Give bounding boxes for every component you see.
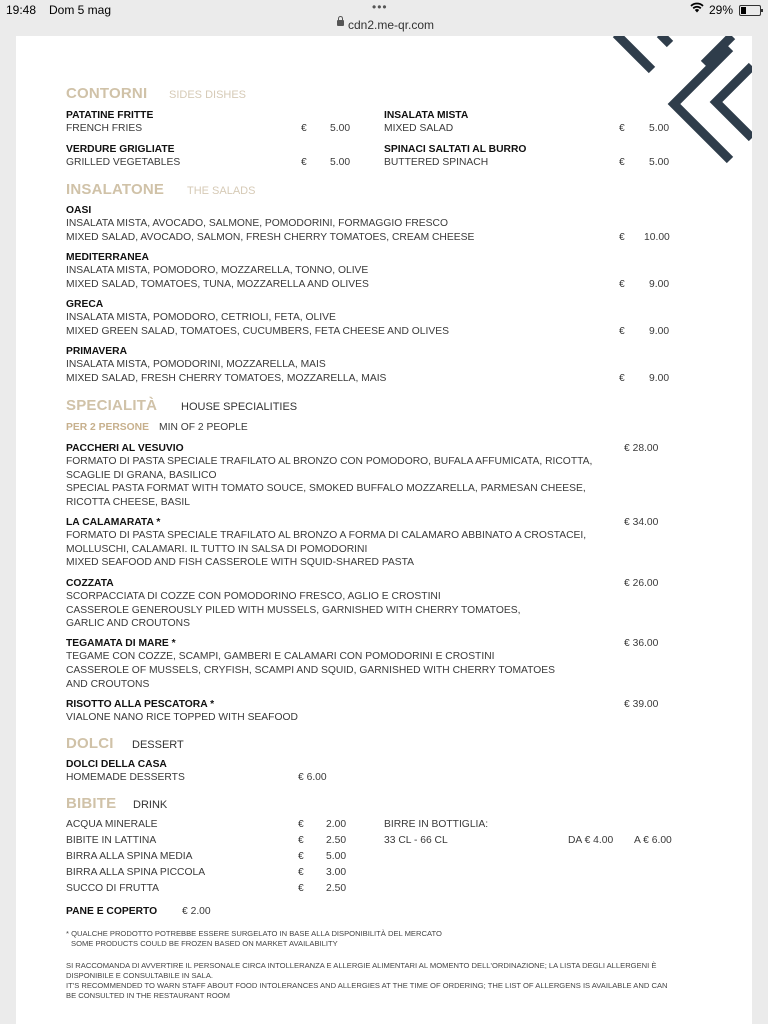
item-name: INSALATA MISTA (384, 110, 469, 121)
item-translation: CASSEROLE OF MUSSELS, CRYFISH, SCAMPI AND SQUID, GARNISHED WITH CHERRY TOMATOES (66, 665, 556, 676)
logo-decoration (612, 36, 752, 166)
drink-currency: € (298, 851, 304, 862)
wifi-icon (690, 2, 704, 16)
item-translation: MIXED SALAD, TOMATOES, TUNA, MOZZARELLA AND OLIVES (66, 279, 369, 290)
item-description: TEGAME CON COZZE, SCAMPI, GAMBERI E CALAMARI CON POMODORINI E CROSTINI (66, 651, 495, 662)
item-translation: FRENCH FRIES (66, 123, 143, 134)
bottled-beer-price-from: DA € 4.00 (568, 835, 614, 846)
item-price: € 36.00 (624, 638, 659, 649)
lock-icon (337, 20, 344, 26)
status-time: 19:48 (6, 3, 37, 17)
item-name: OASI (66, 205, 92, 216)
item-currency: € (619, 326, 625, 337)
drink-name: ACQUA MINERALE (66, 819, 158, 830)
item-translation: BUTTERED SPINACH (384, 157, 489, 168)
item-price: 5.00 (330, 123, 351, 134)
item-name: PACCHERI AL VESUVIO (66, 443, 184, 454)
item-translation: GARLIC AND CROUTONS (66, 618, 190, 629)
item-currency: € (619, 123, 625, 134)
drink-price: 2.50 (326, 835, 347, 846)
url-text[interactable]: cdn2.me-qr.com (348, 18, 435, 32)
section-title-contorni: CONTORNI (66, 85, 148, 102)
item-description: INSALATA MISTA, AVOCADO, SALMONE, POMODORINI, FORMAGGIO FRESCO (66, 218, 448, 229)
item-description: MOLLUSCHI, CALAMARI. IL TUTTO IN SALSA DI POMODORINI (66, 544, 368, 555)
footnote: SOME PRODUCTS COULD BE FROZEN BASED ON MARKET AVAILABILITY (71, 939, 338, 948)
section-title-insalatone: INSALATONE (66, 181, 165, 198)
item-price: € 39.00 (624, 699, 659, 710)
battery-percent: 29% (709, 3, 734, 17)
item-translation: MIXED SALAD (384, 123, 454, 134)
drink-price: 2.50 (326, 883, 347, 894)
item-currency: € (619, 157, 625, 168)
item-currency: € (301, 123, 307, 134)
item-description: INSALATA MISTA, POMODORO, MOZZARELLA, TONNO, OLIVE (66, 265, 369, 276)
item-price: 5.00 (330, 157, 351, 168)
drink-name: SUCCO DI FRUTTA (66, 883, 160, 894)
item-price: € 34.00 (624, 517, 659, 528)
item-name: COZZATA (66, 578, 114, 589)
multitasking-dots[interactable]: ••• (372, 0, 388, 14)
menu-page (16, 36, 752, 1024)
bottled-beer-price-to: A € 6.00 (634, 835, 672, 846)
item-translation: MIXED GREEN SALAD, TOMATOES, CUCUMBERS, FETA CHEESE AND OLIVES (66, 326, 449, 337)
item-description: SCORPACCIATA DI COZZE CON POMODORINO FRESCO, AGLIO E CROSTINI (66, 591, 441, 602)
item-description: SCAGLIE DI GRANA, BASILICO (66, 470, 217, 481)
bread-cover-label: PANE E COPERTO (66, 906, 158, 917)
section-title-dolci: DOLCI (66, 735, 114, 752)
drink-name: BIBITE IN LATTINA (66, 835, 157, 846)
item-price: € 28.00 (624, 443, 659, 454)
drink-currency: € (298, 883, 304, 894)
item-currency: € (301, 157, 307, 168)
item-name: RISOTTO ALLA PESCATORA * (66, 699, 215, 710)
item-translation: SPECIAL PASTA FORMAT WITH TOMATO SOUCE, SMOKED BUFFALO MOZZARELLA, PARMESAN CHEESE, (66, 483, 586, 494)
item-name: PATATINE FRITTE (66, 110, 154, 121)
item-description: INSALATA MISTA, POMODORINI, MOZZARELLA, MAIS (66, 359, 326, 370)
drink-name: BIRRA ALLA SPINA MEDIA (66, 851, 193, 862)
section-subtitle-contorni: SIDES DISHES (169, 89, 247, 101)
item-description: FORMATO DI PASTA SPECIALE TRAFILATO AL BRONZO A FORMA DI CALAMARO ABBINATO A CROSTACEI, (66, 530, 587, 541)
drink-price: 3.00 (326, 867, 347, 878)
item-price: 5.00 (649, 157, 670, 168)
item-description: FORMATO DI PASTA SPECIALE TRAFILATO AL BRONZO CON POMODORO, BUFALA AFFUMICATA, RICOTTA, (66, 456, 593, 467)
item-translation: MIXED SALAD, AVOCADO, SALMON, FRESH CHERRY TOMATOES, CREAM CHEESE (66, 232, 475, 243)
item-price: € 26.00 (624, 578, 659, 589)
section-title-specialita: SPECIALITÀ (66, 397, 158, 414)
item-translation: CASSEROLE GENEROUSLY PILED WITH MUSSELS, GARNISHED WITH CHERRY TOMATOES, (66, 605, 521, 616)
allergen-note: BE CONSULTED IN THE RESTAURANT ROOM (66, 991, 230, 1000)
item-translation: GRILLED VEGETABLES (66, 157, 181, 168)
address-bar[interactable] (0, 17, 768, 37)
footnote: * QUALCHE PRODOTTO POTREBBE ESSERE SURGELATO IN BASE ALLA DISPONIBILITÀ DEL MERCATO (66, 929, 442, 938)
item-translation: MIXED SALAD, FRESH CHERRY TOMATOES, MOZZARELLA, MAIS (66, 373, 387, 384)
item-price: 9.00 (649, 279, 670, 290)
bottled-beer-label: BIRRE IN BOTTIGLIA: (384, 819, 489, 830)
item-name: TEGAMATA DI MARE * (66, 638, 176, 649)
section-subtitle-insalatone: THE SALADS (187, 185, 256, 197)
item-translation: VIALONE NANO RICE TOPPED WITH SEAFOOD (66, 712, 298, 723)
status-date: Dom 5 mag (49, 3, 112, 17)
section-subtitle-specialita: HOUSE SPECIALITIES (181, 401, 298, 413)
item-price: 9.00 (649, 326, 670, 337)
drink-currency: € (298, 867, 304, 878)
item-translation: HOMEMADE DESSERTS (66, 772, 185, 783)
drink-price: 2.00 (326, 819, 347, 830)
drink-currency: € (298, 819, 304, 830)
section-subtitle-dolci: DESSERT (132, 739, 184, 751)
item-price: 5.00 (649, 123, 670, 134)
item-price: 10.00 (644, 232, 670, 243)
allergen-note: IT'S RECOMMENDED TO WARN STAFF ABOUT FOOD INTOLERANCES AND ALLERGIES AT THE TIME OF ORDERING; THE LIST OF ALLERGENS IS AVAILABLE AND CAN (66, 981, 668, 990)
drink-currency: € (298, 835, 304, 846)
item-description: INSALATA MISTA, POMODORO, CETRIOLI, FETA, OLIVE (66, 312, 336, 323)
bread-cover-price: € 2.00 (182, 906, 211, 917)
drink-name: BIRRA ALLA SPINA PICCOLA (66, 867, 206, 878)
item-name: GRECA (66, 299, 104, 310)
item-price: € 6.00 (298, 772, 327, 783)
item-name: LA CALAMARATA * (66, 517, 161, 528)
section-title-bibite: BIBITE (66, 795, 117, 812)
allergen-note: DISPONIBILE E CONSULTABILE IN SALA. (66, 971, 213, 980)
item-name: DOLCI DELLA CASA (66, 759, 167, 770)
item-price: 9.00 (649, 373, 670, 384)
per-persons-label: PER 2 PERSONE (66, 422, 149, 433)
item-name: PRIMAVERA (66, 346, 128, 357)
item-translation: AND CROUTONS (66, 679, 150, 690)
item-currency: € (619, 232, 625, 243)
battery-icon (739, 5, 761, 16)
bottled-beer-size: 33 CL - 66 CL (384, 835, 448, 846)
item-translation: RICOTTA CHEESE, BASIL (66, 497, 190, 508)
item-name: MEDITERRANEA (66, 252, 149, 263)
item-translation: MIXED SEAFOOD AND FISH CASSEROLE WITH SQUID-SHARED PASTA (66, 557, 415, 568)
allergen-note: SI RACCOMANDA DI AVVERTIRE IL PERSONALE CIRCA INTOLLERANZA E ALLERGIE ALIMENTARI AL MOMENTO DELL'ORDINAZIONE; LA LISTA DEGLI ALLERGENI È (66, 961, 657, 970)
drink-price: 5.00 (326, 851, 347, 862)
item-name: VERDURE GRIGLIATE (66, 144, 175, 155)
item-currency: € (619, 373, 625, 384)
item-name: SPINACI SALTATI AL BURRO (384, 144, 527, 155)
item-currency: € (619, 279, 625, 290)
per-persons-value: MIN OF 2 PEOPLE (159, 422, 248, 433)
section-subtitle-bibite: DRINK (133, 799, 168, 811)
